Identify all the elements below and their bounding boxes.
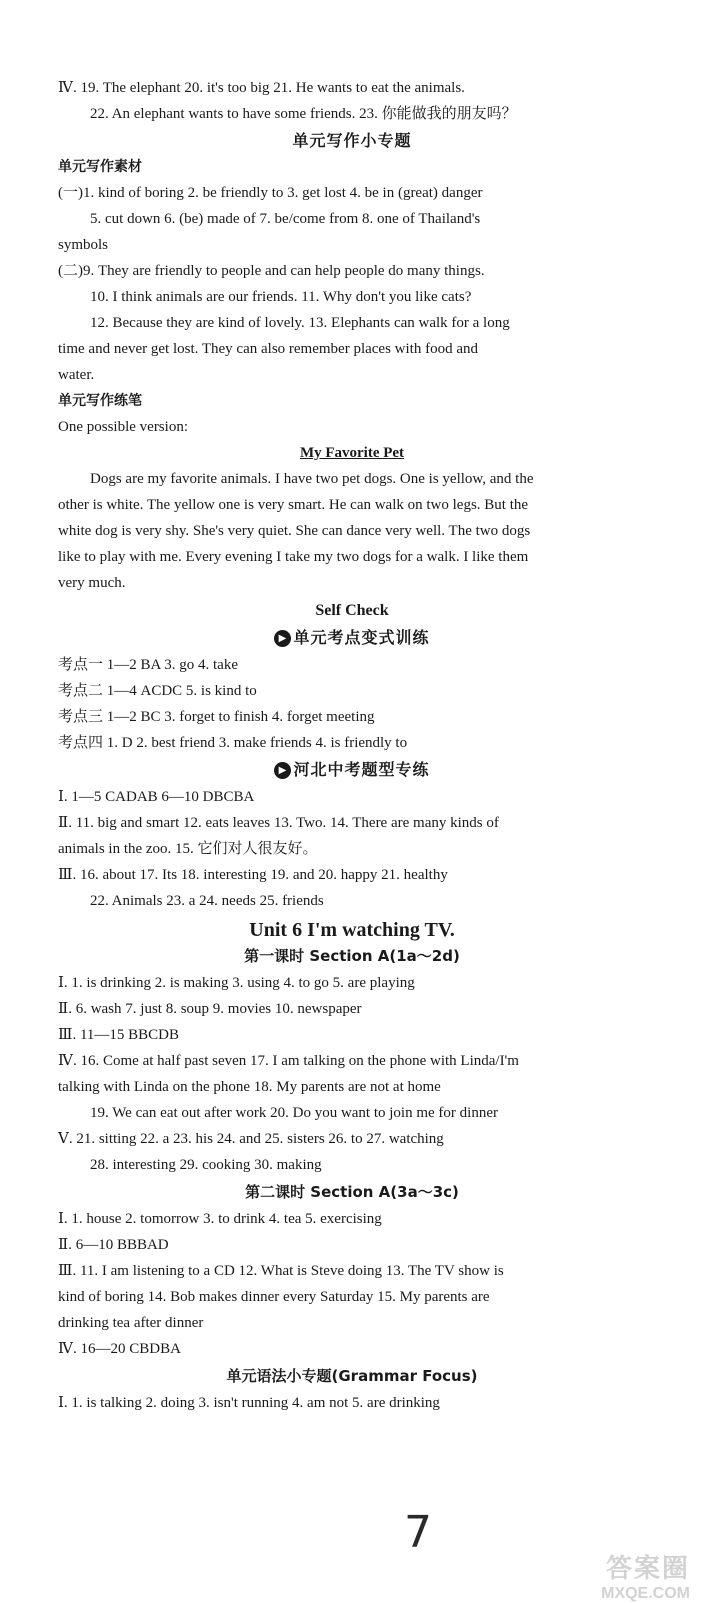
answer-line: water. — [58, 367, 95, 383]
answer-line: 22. An elephant wants to have some friends. 23. 你能做我的朋友吗？ — [90, 106, 517, 122]
essay-line: Dogs are my favorite animals. I have two pet dogs. One is yellow, and the — [90, 471, 534, 487]
answer-line: Ⅰ. 1—5 CADAB 6—10 DBCBA — [58, 789, 255, 805]
answer-line: Ⅲ. 11—15 BBCDB — [58, 1027, 180, 1043]
play-arrow-icon: ▶ — [274, 630, 291, 647]
unit-title: Unit 6 I'm watching TV. — [249, 919, 455, 941]
answer-line: 考点三 1—2 BC 3. forget to finish 4. forget meeting — [58, 709, 375, 725]
lesson-heading: 第二课时 Section A(3a～3c) — [245, 1183, 459, 1201]
answer-line: Ⅰ. 1. is talking 2. doing 3. isn't running 4. am not 5. are drinking — [58, 1395, 440, 1411]
answer-line: 5. cut down 6. (be) made of 7. be/come from 8. one of Thailand's — [90, 211, 481, 227]
subheading-practice: 单元写作练笔 — [58, 393, 142, 409]
answer-line: 10. I think animals are our friends. 11. Why don't you like cats? — [90, 289, 472, 305]
answer-line: kind of boring 14. Bob makes dinner every Saturday 15. My parents are — [58, 1289, 490, 1305]
answer-line: Ⅰ. 1. is drinking 2. is making 3. using 4. to go 5. are playing — [58, 975, 415, 991]
answer-line: Ⅳ. 16—20 CBDBA — [58, 1341, 181, 1357]
section-heading-writing: 单元写作小专题 — [292, 131, 412, 150]
self-check-heading: Self Check — [315, 602, 389, 619]
answer-line: time and never get lost. They can also remember places with food and — [58, 341, 478, 357]
play-arrow-icon: ▶ — [274, 762, 291, 779]
answer-line: One possible version: — [58, 419, 188, 435]
answer-line: talking with Linda on the phone 18. My parents are not at home — [58, 1079, 441, 1095]
section-heading-variation: ▶ 单元考点变式训练 — [0, 628, 704, 648]
essay-line: white dog is very shy. She's very quiet. She can dance very well. The two dogs — [58, 523, 531, 539]
answer-line: Ⅱ. 11. big and smart 12. eats leaves 13. Two. 14. There are many kinds of — [58, 815, 499, 831]
essay-title: My Favorite Pet — [299, 445, 405, 461]
answer-line: 考点一 1—2 BA 3. go 4. take — [58, 657, 238, 673]
grammar-heading: 单元语法小专题(Grammar Focus) — [226, 1367, 478, 1385]
answer-line: Ⅳ. 16. Come at half past seven 17. I am talking on the phone with Linda/I'm — [58, 1053, 519, 1069]
answer-line: Ⅴ. 21. sitting 22. a 23. his 24. and 25. sisters 26. to 27. watching — [58, 1131, 444, 1147]
answer-line: 考点二 1—4 ACDC 5. is kind to — [58, 683, 257, 699]
answer-line: Ⅳ. 19. The elephant 20. it's too big 21. He wants to eat the animals. — [58, 80, 465, 96]
answer-line: 28. interesting 29. cooking 30. making — [90, 1157, 322, 1173]
answer-line: drinking tea after dinner — [58, 1315, 204, 1331]
essay-line: like to play with me. Every evening I take my two dogs for a walk. I like them — [58, 549, 529, 565]
answer-line: Ⅲ. 11. I am listening to a CD 12. What is Steve doing 13. The TV show is — [58, 1263, 504, 1279]
watermark-logo: 答案圈 MXQE.COM — [601, 1553, 690, 1602]
subheading-material: 单元写作素材 — [58, 159, 142, 175]
answer-line: 考点四 1. D 2. best friend 3. make friends 4. is friendly to — [58, 735, 408, 751]
answer-line: (二)9. They are friendly to people and can help people do many things. — [58, 263, 485, 279]
answer-line: Ⅰ. 1. house 2. tomorrow 3. to drink 4. tea 5. exercising — [58, 1211, 382, 1227]
answer-line: Ⅱ. 6. wash 7. just 8. soup 9. movies 10. newspaper — [58, 1001, 362, 1017]
page-number: 7 — [404, 1507, 432, 1558]
essay-line: very much. — [58, 575, 126, 591]
answer-line: symbols — [58, 237, 109, 253]
answer-line: 22. Animals 23. a 24. needs 25. friends — [90, 893, 324, 909]
lesson-heading: 第一课时 Section A(1a～2d) — [244, 947, 460, 965]
answer-line: 19. We can eat out after work 20. Do you want to join me for dinner — [90, 1105, 498, 1121]
answer-line: Ⅲ. 16. about 17. Its 18. interesting 19. and 20. happy 21. healthy — [58, 867, 448, 883]
answer-line: 12. Because they are kind of lovely. 13. Elephants can walk for a long — [90, 315, 510, 331]
answer-line: (一)1. kind of boring 2. be friendly to 3. get lost 4. be in (great) danger — [58, 185, 483, 201]
answer-line: Ⅱ. 6—10 BBBAD — [58, 1237, 169, 1253]
section-heading-hebei: ▶ 河北中考题型专练 — [0, 760, 704, 780]
essay-line: other is white. The yellow one is very smart. He can walk on two legs. But the — [58, 497, 529, 513]
answer-line: animals in the zoo. 15. 它们对人很友好。 — [58, 841, 318, 857]
